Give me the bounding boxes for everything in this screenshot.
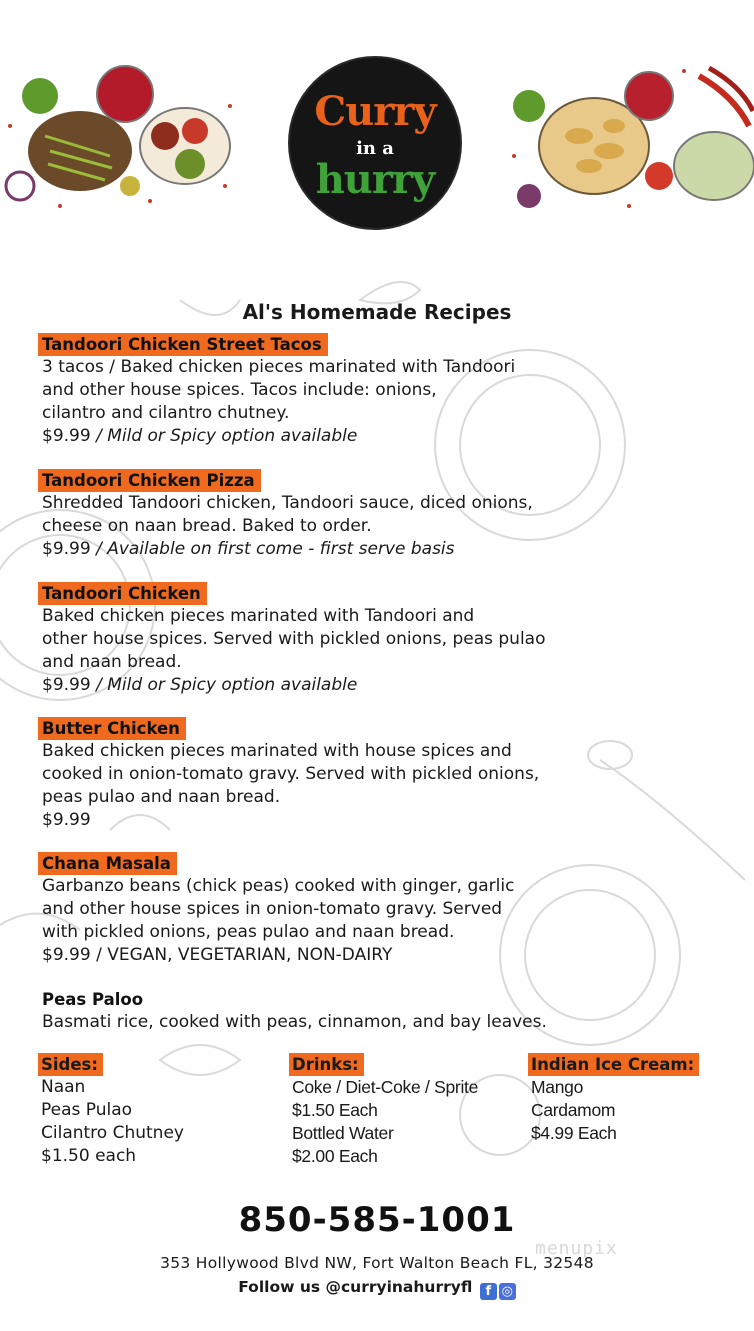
item-price: $9.99 / VEGAN, VEGETARIAN, NON-DAIRY: [42, 945, 393, 965]
item-price: $9.99: [42, 539, 91, 559]
social-handle[interactable]: Follow us @curryinahurryfl: [238, 1278, 473, 1296]
item-price-line: [38, 674, 718, 697]
item-description-line: with pickled onions, peas pulao and naan bread.: [42, 922, 455, 942]
instagram-icon[interactable]: ◎: [499, 1283, 516, 1300]
item-name: Tandoori Chicken: [38, 582, 207, 605]
item-price: $9.99: [42, 675, 91, 695]
sides-section: [38, 1053, 184, 1168]
curry-bowls-illustration-right: [509, 56, 754, 216]
sides-line: $1.50 each: [41, 1146, 137, 1166]
drinks-heading: Drinks:: [289, 1053, 364, 1076]
ice-cream-line: Mango: [531, 1077, 584, 1097]
menu-item-tandoori-chicken-street-tacos: [38, 333, 718, 448]
spice-bowls-illustration-left: [0, 56, 245, 216]
item-price-note: / Mild or Spicy option available: [90, 675, 358, 695]
sides-heading: Sides:: [38, 1053, 103, 1076]
ice-cream-heading: Indian Ice Cream:: [528, 1053, 699, 1076]
logo-word-hurry: hurry: [315, 156, 435, 203]
item-description-line: cilantro and cilantro chutney.: [42, 403, 290, 423]
item-price-note: / Available on first come - first serve basis: [90, 539, 455, 559]
menu-item-tandoori-chicken-pizza: [38, 469, 718, 561]
sides-line: Peas Pulao: [41, 1100, 133, 1120]
logo-word-in-a: in a: [356, 138, 394, 159]
item-description-line: peas pulao and naan bread.: [42, 787, 281, 807]
menu-item-chana-masala: [38, 852, 718, 967]
address: 353 Hollywood Blvd NW, Fort Walton Beach FL, 32548: [160, 1254, 594, 1272]
item-name: Butter Chicken: [38, 717, 186, 740]
item-description-line: Baked chicken pieces marinated with house spices and: [42, 741, 512, 761]
item-description-line: cheese on naan bread. Baked to order.: [42, 516, 372, 536]
item-description-line: Garbanzo beans (chick peas) cooked with ginger, garlic: [42, 876, 515, 896]
item-description-line: Baked chicken pieces marinated with Tandoori and: [42, 606, 475, 626]
item-description-line: and naan bread.: [42, 652, 182, 672]
item-description-line: and other house spices in onion-tomato gravy. Served: [42, 899, 503, 919]
item-description-line: and other house spices. Tacos include: onions,: [42, 380, 437, 400]
item-price: $9.99: [42, 426, 91, 446]
drinks-line: $2.00 Each: [292, 1146, 378, 1166]
drinks-line: Coke / Diet-Coke / Sprite: [292, 1077, 479, 1097]
item-description-line: other house spices. Served with pickled onions, peas pulao: [42, 629, 546, 649]
item-price: $9.99: [42, 810, 91, 830]
item-name: Chana Masala: [38, 852, 177, 875]
phone-number[interactable]: 850-585-1001: [238, 1200, 516, 1240]
menu-item-tandoori-chicken: [38, 582, 718, 697]
logo-word-curry: Curry: [314, 88, 436, 135]
menu-title: Al's Homemade Recipes: [242, 300, 512, 324]
sides-line: Cilantro Chutney: [41, 1123, 184, 1143]
item-name: Peas Paloo: [42, 990, 144, 1009]
item-price-note: / Mild or Spicy option available: [90, 426, 358, 446]
sides-line: Naan: [41, 1077, 86, 1097]
item-name: Tandoori Chicken Street Tacos: [38, 333, 328, 356]
drinks-line: $1.50 Each: [292, 1100, 378, 1120]
item-description-line: Shredded Tandoori chicken, Tandoori sauce, diced onions,: [42, 493, 533, 513]
ice-cream-line: Cardamom: [531, 1100, 616, 1120]
item-price-line: [38, 425, 718, 448]
item-description-line: 3 tacos / Baked chicken pieces marinated with Tandoori: [42, 357, 516, 377]
item-description-line: cooked in onion-tomato gravy. Served with pickled onions,: [42, 764, 540, 784]
menu-item-butter-chicken: [38, 717, 718, 832]
indian-ice-cream-section: [528, 1053, 699, 1145]
item-name: Tandoori Chicken Pizza: [38, 469, 261, 492]
drinks-section: [289, 1053, 478, 1168]
drinks-line: Bottled Water: [292, 1123, 394, 1143]
ice-cream-line: $4.99 Each: [531, 1123, 617, 1143]
social-follow: [0, 1278, 754, 1300]
menu-item-peas-paloo: [38, 988, 718, 1034]
item-description-line: Basmati rice, cooked with peas, cinnamon, and bay leaves.: [42, 1012, 547, 1032]
facebook-icon[interactable]: f: [480, 1283, 497, 1300]
item-price-line: [38, 538, 718, 561]
curry-in-a-hurry-logo: [290, 58, 460, 228]
menupix-watermark: menupix: [535, 1238, 618, 1259]
